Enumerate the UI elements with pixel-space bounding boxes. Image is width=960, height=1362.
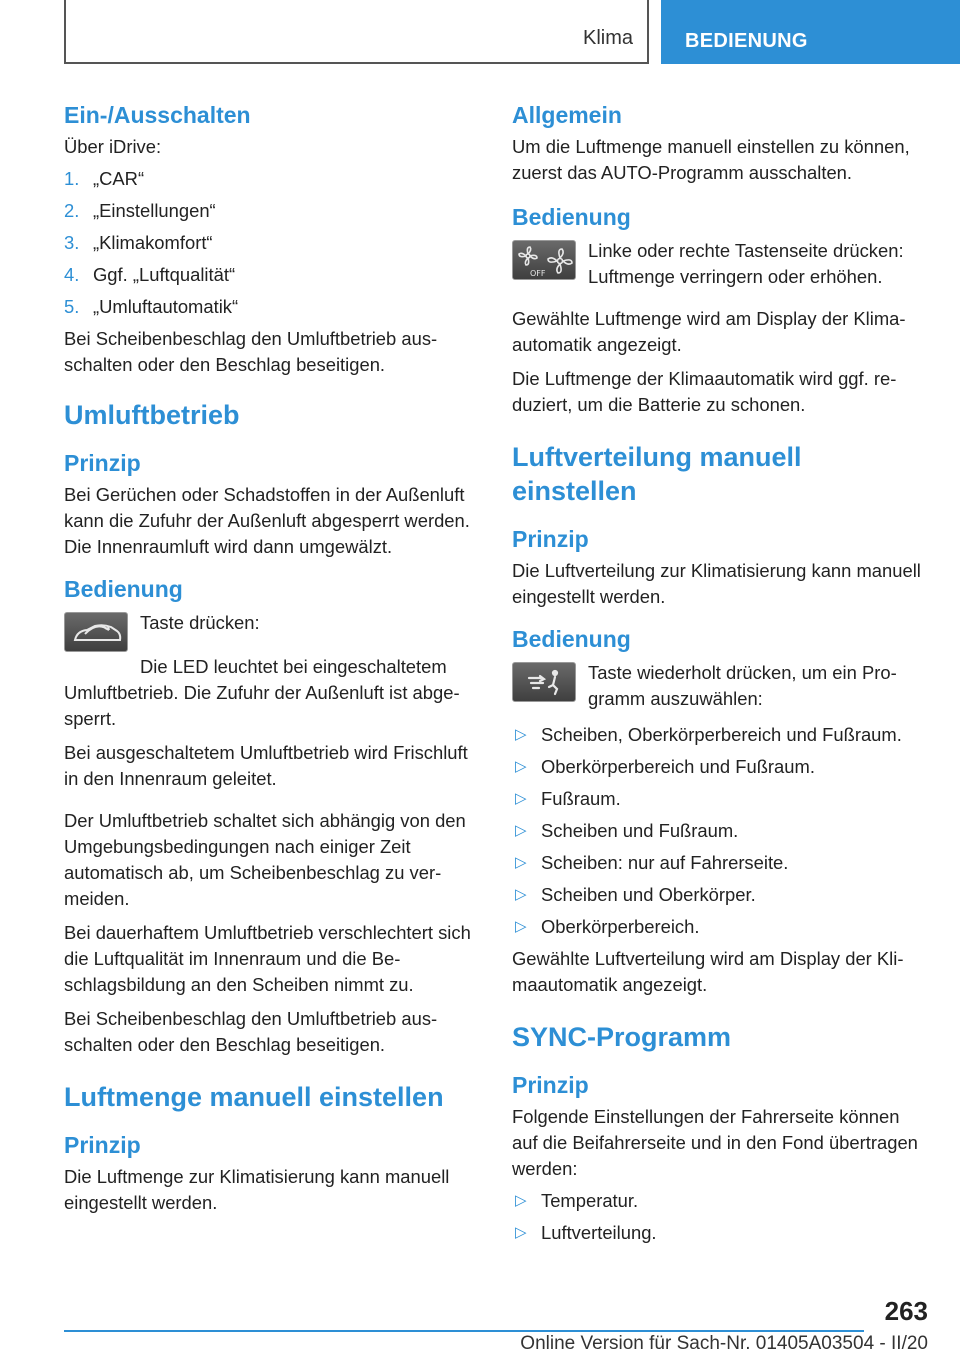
heading-bedienung-r2: Bedienung (512, 626, 631, 652)
right-column (512, 100, 928, 1246)
header-chapter-tab (661, 0, 960, 64)
heading-prinzip-2: Prinzip (64, 1132, 141, 1158)
list-item: ▷ Scheiben und Fußraum. (515, 820, 739, 841)
fan-off-label: OFF (530, 269, 546, 278)
press-button-text: Taste drücken: (140, 612, 260, 633)
list-item: ▷ Luftverteilung. (515, 1222, 657, 1243)
list-item: 1. „CAR“ (64, 168, 145, 189)
fan-button-text: Linke oder rechte Tastenseite drücken: Luftmenge verringern oder erhöhen. (588, 240, 904, 287)
paragraph-battery: Die Luftmenge der Klimaautomatik wird ggf. reduziert, um die Batterie zu schonen. (512, 368, 897, 415)
left-column (64, 100, 480, 1216)
list-item: 3. „Klimakomfort“ (64, 232, 213, 253)
header-section-title: Klima (582, 27, 633, 49)
list-item: 5. „Umluftautomatik“ (64, 296, 239, 317)
distribution-instruction (512, 660, 928, 712)
list-item: ▷ Scheiben und Oberkörper. (515, 884, 756, 905)
fan-instruction (512, 238, 928, 290)
footer-divider (64, 1330, 864, 1332)
general-text: Um die Luftmenge manuell einstellen zu können, zuerst das AUTO-Programm ausschalten. (512, 136, 910, 183)
footer-version-text: Online Version für Sach-Nr. 01405A03504 - II/20 (520, 1333, 928, 1354)
principle-text-r3: Folgende Einstellungen der Fahrerseite können auf die Beifahrerseite und in den Fond übertragen werden: (512, 1106, 918, 1179)
list-item: 2. „Einstellungen“ (64, 200, 216, 221)
header-chapter-title: BEDIENUNG (685, 30, 808, 52)
heading-prinzip-r2: Prinzip (512, 526, 589, 552)
paragraph-air-quality: Bei dauerhaftem Umluftbetrieb verschlechtert sich die Luftqualität im Innenraum und die Beschlagsbildung an den Scheiben nimmt zu. (64, 922, 471, 995)
recirculation-instruction (64, 610, 480, 652)
list-item: ▷ Oberkörperbereich. (515, 916, 700, 937)
heading-bedienung-r1: Bedienung (512, 204, 631, 230)
air-distribution-button-icon (512, 662, 576, 702)
list-item: ▷ Scheiben: nur auf Fahrerseite. (515, 852, 789, 873)
paragraph-display-2: Gewählte Luftverteilung wird am Display der Klimaautomatik angezeigt. (512, 948, 904, 995)
paragraph-display: Gewählte Luftmenge wird am Display der Klimaautomatik angezeigt. (512, 308, 906, 355)
fan-button-icon (512, 240, 576, 280)
principle-text-2: Die Luftmenge zur Klimatisierung kann manuell eingestellt werden. (64, 1166, 450, 1213)
sync-settings-list (512, 1188, 928, 1246)
heading-bedienung: Bedienung (64, 576, 183, 602)
paragraph-fresh-air: Bei ausgeschaltetem Umluftbetrieb wird Frischluft in den Innenraum geleitet. (64, 742, 468, 789)
distribution-programs-list (512, 722, 928, 940)
heading-luftverteilung: Luftverteilung manuell einstellen (512, 442, 802, 506)
list-item: ▷ Scheiben, Oberkörperbereich und Fußraum. (515, 724, 902, 745)
intro-text: Über iDrive: (64, 136, 162, 157)
distribution-button-text: Taste wiederholt drücken, um ein Programm auszuwählen: (588, 662, 897, 709)
heading-ein-ausschalten: Ein-/Ausschalten (64, 102, 251, 128)
principle-text: Bei Gerüchen oder Schadstoffen in der Außenluft kann die Zufuhr der Außenluft abgesperrt werden. Die Innenraumluft wird dann umgewälzt. (64, 484, 470, 557)
paragraph-auto-off: Der Umluftbetrieb schaltet sich abhängig von den Umgebungsbedingungen nach einiger Zeit automatisch ab, um Scheibenbeschlag zu vermeiden. (64, 810, 466, 909)
idrive-steps-list (64, 166, 480, 320)
heading-allgemein: Allgemein (512, 102, 622, 128)
heading-prinzip-r3: Prinzip (512, 1072, 589, 1098)
principle-text-r2: Die Luftverteilung zur Klimatisierung kann manuell eingestellt werden. (512, 560, 921, 607)
heading-prinzip: Prinzip (64, 450, 141, 476)
heading-sync: SYNC-Programm (512, 1022, 732, 1052)
header-section-box (64, 0, 649, 64)
list-item: ▷ Temperatur. (515, 1190, 639, 1211)
recirculation-button-icon (64, 612, 128, 652)
note-text: Bei Scheibenbeschlag den Umluftbetrieb ausschalten oder den Beschlag beseitigen. (64, 328, 438, 375)
list-item: ▷ Oberkörperbereich und Fußraum. (515, 756, 815, 777)
list-item: ▷ Fußraum. (515, 788, 621, 809)
heading-umluftbetrieb: Umluftbetrieb (64, 400, 240, 430)
list-item: 4. Ggf. „Luftqualität“ (64, 264, 236, 285)
led-text: Die LED leuchtet bei eingeschaltetem Umluftbetrieb. Die Zufuhr der Außenluft ist abgesperrt. (64, 656, 460, 729)
heading-luftmenge: Luftmenge manuell einstellen (64, 1082, 444, 1112)
paragraph-fogging: Bei Scheibenbeschlag den Umluftbetrieb ausschalten oder den Beschlag beseitigen. (64, 1008, 438, 1055)
page-number: 263 (884, 1296, 928, 1326)
